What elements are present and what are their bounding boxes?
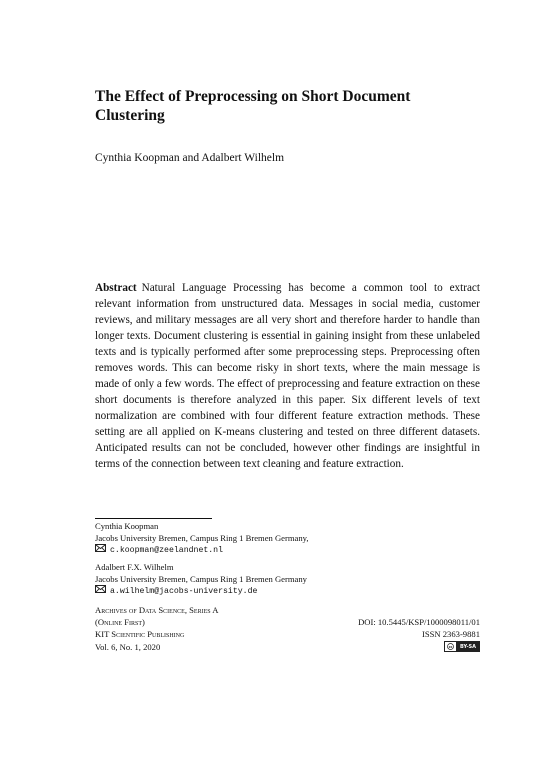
paper-title: The Effect of Preprocessing on Short Document Clustering: [95, 88, 411, 124]
journal-info: [95, 604, 218, 653]
author-list: Cynthia Koopman and Adalbert Wilhelm: [95, 152, 285, 164]
abstract-text: Natural Language Processing has become a common tool to extract relevant information from unstructured data. Messages in social media, customer reviews, and military messages are all very short and therefore harder to handle than longer texts. Document clustering is essential in gaining insight from these unlabeled texts and is typically performed after some preprocessing steps. Preprocessing often removes words. This can become risky in short texts, where the main message is made of only a few words. The effect of preprocessing and feature extraction on these short documents is therefore analyzed in this paper. Six different levels of text normalization are combined with four different feature extraction methods. These setting are all applied on K-means clustering and tested on three different datasets. Anticipated results can not be concluded, however other findings are insightful in terms of the connection between text cleaning and feature extraction.: [95, 282, 480, 470]
volume: Vol. 6, No. 1, 2020: [95, 641, 161, 652]
footnote-rule: [95, 518, 212, 519]
abstract-label: Abstract: [95, 282, 137, 294]
author1-email-link[interactable]: c.koopman@zeelandnet.nl: [110, 546, 224, 555]
author2-name: Adalbert F.X. Wilhelm: [95, 562, 174, 572]
author1-affiliation: Jacobs University Bremen, Campus Ring 1 Bremen Germany,: [95, 532, 309, 543]
email-icon: [95, 585, 106, 593]
email-icon: [95, 544, 106, 552]
identifiers: [358, 616, 480, 654]
cc-logo-icon: [445, 642, 457, 651]
doi-link[interactable]: DOI: 10.5445/KSP/1000098011/01: [358, 617, 480, 627]
footnote-author2: [95, 562, 307, 598]
author1-name: Cynthia Koopman: [95, 521, 159, 531]
license-label: BY-SA: [457, 642, 479, 651]
journal-name: Archives of Data Science, Series A: [95, 605, 219, 615]
author2-email-link[interactable]: a.wilhelm@jacobs-university.de: [110, 587, 258, 596]
cc-license-badge[interactable]: [444, 641, 480, 652]
publisher: KIT Scientific Publishing: [95, 629, 185, 640]
abstract: [95, 280, 480, 472]
footnote-author1: [95, 521, 309, 557]
author2-affiliation: Jacobs University Bremen, Campus Ring 1 Bremen Germany: [95, 573, 307, 584]
issn: ISSN 2363-9881: [421, 629, 480, 640]
svg-text:cc: cc: [448, 645, 453, 650]
journal-edition: (Online First): [95, 617, 145, 628]
